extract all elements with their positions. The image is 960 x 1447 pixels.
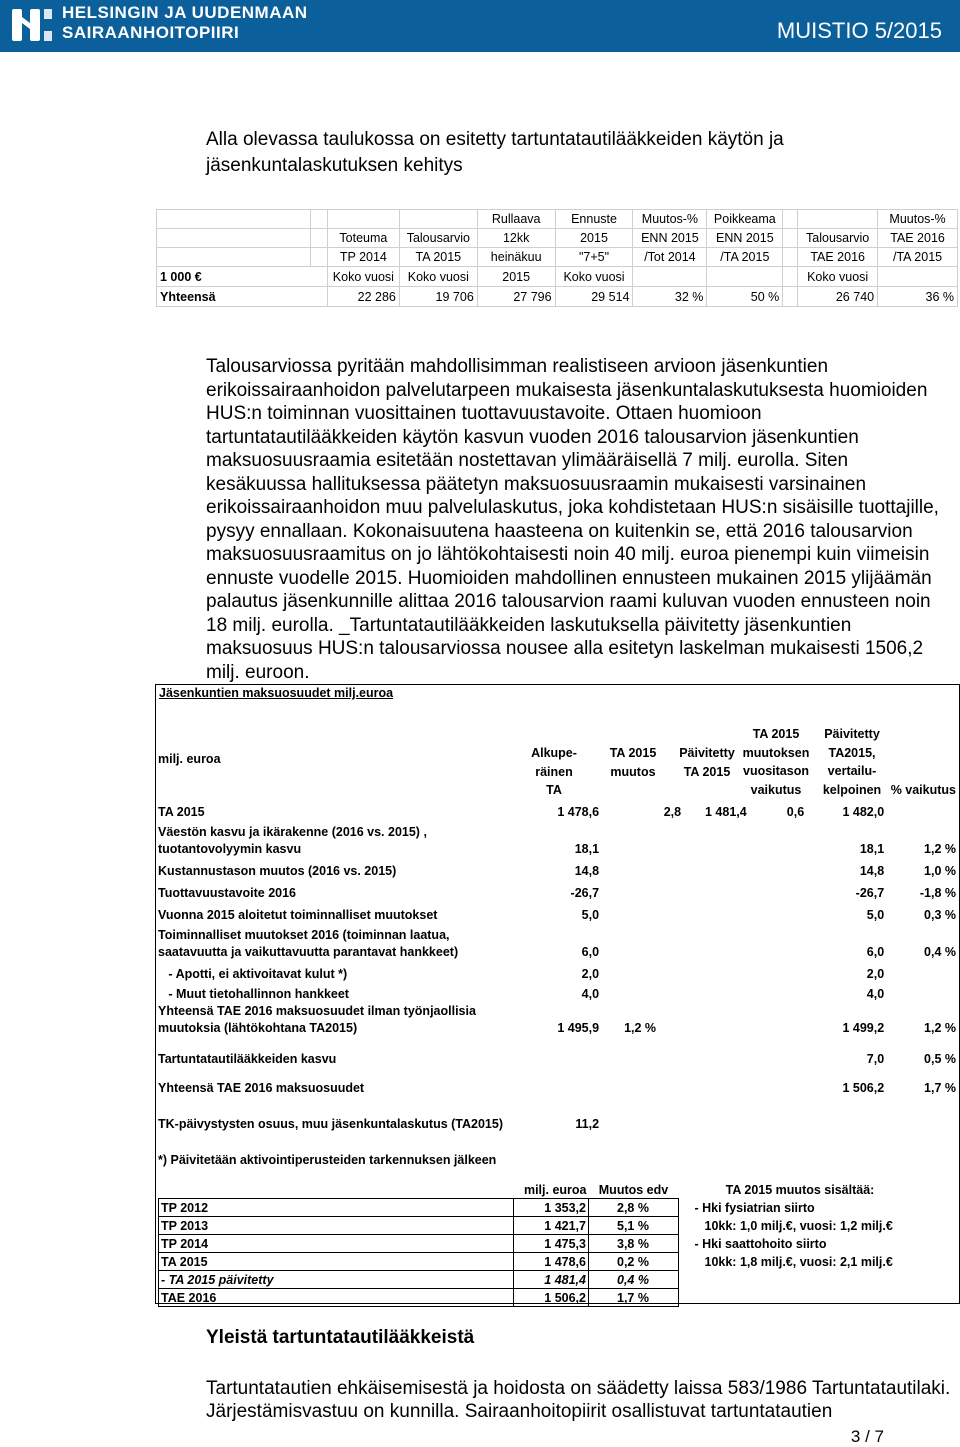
unit-cell <box>633 267 707 287</box>
history-label: TP 2013 <box>159 1217 514 1235</box>
summary-header-cell: TAE 2016 <box>798 248 878 267</box>
tail-paragraph: Tartuntatautien ehkäisemisestä ja hoidosta on säädetty laissa 583/1986 Tartuntatautilaki. Järjestämisvastuu on kunnilla. Sairaanhoitopiirit osallistuvat tartuntatautien <box>206 1378 951 1422</box>
summary-header-cell: "7+5" <box>555 248 633 267</box>
history-change: 0,2 % <box>589 1253 679 1271</box>
history-note: - Hki fysiatrian siirto <box>694 1200 815 1215</box>
footnote: *) Päivitetään aktivointiperusteiden tarkennuksen jälkeen <box>158 1153 497 1167</box>
history-label: TAE 2016 <box>159 1289 514 1307</box>
history-label: TA 2015 <box>159 1253 514 1271</box>
table-row <box>158 924 956 944</box>
cell: 5,0 <box>581 908 600 922</box>
history-row <box>159 1235 908 1253</box>
row-label: - Apotti, ei aktivoitavat kulut *) <box>158 967 348 981</box>
table-row <box>158 983 956 1003</box>
col-header-ta-change: TA 2015 muutos <box>609 746 657 779</box>
cell: 1,2 % <box>924 1021 956 1035</box>
total-cell: 19 706 <box>399 287 477 307</box>
row-label: muutoksia (lähtökohtana TA2015) <box>158 1021 358 1035</box>
row-label: Väestön kasvu ja ikärakenne (2016 vs. 2015) , <box>158 825 427 839</box>
col-header-original-ta: Alkupe- räinen TA <box>531 746 577 797</box>
history-col-header: TA 2015 muutos sisältää: <box>725 1182 875 1197</box>
history-row <box>159 1271 908 1289</box>
cell: 1 482,0 <box>842 805 885 819</box>
cell: 6,0 <box>866 945 885 959</box>
body-paragraph <box>206 355 952 684</box>
history-label: - TA 2015 päivitetty <box>159 1271 514 1289</box>
row-label: Kustannustason muutos (2016 vs. 2015) <box>158 864 397 878</box>
summary-header-cell: TAE 2016 <box>878 229 958 248</box>
row-label: tuotantovolyymin kasvu <box>158 842 302 856</box>
cell: 14,8 <box>574 864 600 878</box>
unit-cell: Koko vuosi <box>327 267 399 287</box>
history-col-header: Muutos edv <box>598 1182 669 1197</box>
cell: 1 499,2 <box>842 1021 885 1035</box>
history-table <box>158 1181 908 1307</box>
table-row <box>158 944 956 961</box>
table-row <box>158 961 956 983</box>
summary-header-cell: Muutos-% <box>878 210 958 229</box>
history-col-header: milj. euroa <box>523 1182 587 1197</box>
history-note: 10kk: 1,8 milj.€, vuosi: 2,1 milj.€ <box>704 1254 893 1269</box>
table-row <box>158 1097 956 1133</box>
history-value: 1 478,6 <box>514 1253 589 1271</box>
history-change: 1,7 % <box>589 1289 679 1307</box>
unit-cell: Koko vuosi <box>798 267 878 287</box>
history-change: 5,1 % <box>589 1217 679 1235</box>
cell <box>884 801 956 821</box>
col-header-comparable: Päivitetty TA2015, vertailu- kelpoinen <box>822 727 882 797</box>
row-label: Tuottavuustavoite 2016 <box>158 886 297 900</box>
table-row <box>158 858 956 880</box>
summary-header-cell: Rullaava <box>477 210 555 229</box>
cell: 1 478,6 <box>557 805 600 819</box>
cell: 18,1 <box>859 842 885 856</box>
total-cell: 22 286 <box>327 287 399 307</box>
total-cell: 26 740 <box>798 287 878 307</box>
row-label: Tartuntatautilääkkeiden kasvu <box>158 1052 337 1066</box>
cell: 1 506,2 <box>842 1081 885 1095</box>
history-value: 1 481,4 <box>514 1271 589 1289</box>
total-cell: 50 % <box>707 287 783 307</box>
table-row <box>158 902 956 924</box>
history-header-row <box>159 1181 908 1199</box>
summary-header-cell: /TA 2015 <box>707 248 783 267</box>
total-cell: 27 796 <box>477 287 555 307</box>
col-header-pct-effect: % vaikutus <box>890 783 956 797</box>
history-note: 10kk: 1,0 milj.€, vuosi: 1,2 milj.€ <box>704 1218 893 1233</box>
table-row <box>158 880 956 902</box>
cell: 1,2 % <box>624 1021 657 1035</box>
history-row <box>159 1289 908 1307</box>
cell: 0,4 % <box>924 945 956 959</box>
cell: 1 481,4 <box>705 805 747 819</box>
cell: 0,3 % <box>924 908 956 922</box>
history-change: 0,4 % <box>589 1271 679 1289</box>
cell: 0,6 <box>786 805 805 819</box>
intro-text: Alla olevassa taulukossa on esitetty tartuntatautilääkkeiden käytön ja jäsenkuntalaskutuksen kehitys <box>206 129 784 176</box>
total-cell: 32 % <box>633 287 707 307</box>
cell: 2,8 <box>663 805 682 819</box>
cell: 6,0 <box>581 945 600 959</box>
cell: -26,7 <box>570 886 600 900</box>
summary-header-cell: /Tot 2014 <box>633 248 707 267</box>
row-label: Toiminnalliset muutokset 2016 (toiminnan laatua, <box>158 928 450 942</box>
unit-header: milj. euroa <box>158 752 221 766</box>
total-cell: 36 % <box>878 287 958 307</box>
summary-header-cell: heinäkuu <box>477 248 555 267</box>
summary-header-row-3 <box>157 248 958 267</box>
unit-label: 1 000 € <box>157 267 328 287</box>
summary-header-cell: ENN 2015 <box>633 229 707 248</box>
history-value: 1 353,2 <box>514 1199 589 1217</box>
members-box-title: Jäsenkuntien maksuosuudet milj.euroa <box>159 686 394 700</box>
summary-header-cell: TA 2015 <box>399 248 477 267</box>
summary-header-row-1 <box>157 210 958 229</box>
summary-header-cell: Talousarvio <box>399 229 477 248</box>
summary-header-row-2 <box>157 229 958 248</box>
hus-logo-icon <box>8 5 56 45</box>
cell: 0,5 % <box>924 1052 956 1066</box>
total-label: Yhteensä <box>157 287 328 307</box>
summary-header-cell: Poikkeama <box>707 210 783 229</box>
summary-header-cell: Ennuste <box>555 210 633 229</box>
row-label: TA 2015 <box>158 805 205 819</box>
history-label: TP 2014 <box>159 1235 514 1253</box>
org-name-line-1: HELSINGIN JA UUDENMAAN <box>62 3 308 22</box>
history-value: 1 421,7 <box>514 1217 589 1235</box>
cell: 2,0 <box>866 967 885 981</box>
history-change: 3,8 % <box>589 1235 679 1253</box>
summary-total-row <box>157 287 958 307</box>
history-note: - Hki saattohoito siirto <box>694 1236 827 1251</box>
table-row <box>158 1020 956 1037</box>
tk-label: TK-päivystysten osuus, muu jäsenkuntalaskutus (TA2015) <box>158 1117 504 1131</box>
summary-header-cell: Muutos-% <box>633 210 707 229</box>
row-label: - Muut tietohallinnon hankkeet <box>158 987 349 1001</box>
summary-header-cell: Toteuma <box>327 229 399 248</box>
cell: 7,0 <box>866 1052 885 1066</box>
summary-table <box>156 209 958 307</box>
row-label: Yhteensä TAE 2016 maksuosuudet <box>158 1081 365 1095</box>
cell: 2,0 <box>581 967 600 981</box>
cell: 5,0 <box>866 908 885 922</box>
summary-header-cell: 2015 <box>555 229 633 248</box>
document-title: MUISTIO 5/2015 <box>776 18 942 43</box>
cell: 1 495,9 <box>557 1021 600 1035</box>
paragraph-text: Talousarviossa pyritään mahdollisimman realistiseen arvioon jäsenkuntien erikoissairaanhoidon palvelutarpeen mukaisesta jäsenkuntalaskutuksesta huomioiden HUS:n toiminnan vuosittainen tuottavuustavoite. Ottaen huomioon tartuntatautilääkkeiden käytön kasvun vuoden 2016 talousarvion jäsenkuntien maksuosuusraamia esitetään nostettavan ylimääräisellä 7 milj. eurolla. Siten kesäkuussa hallituksessa päätetyn maksuosuusraamin mukaisesti varsinainen erikoissairaanhoidon muu palvelulaskutus, joka kohdistetaan HUS:n sisäisille tuottajille, pysyy ennallaan. Kokonaisuutena haasteena on kuitenkin se, että 2016 talousarvion maksuosuusraamitus on jo lähtökohtaisesti noin 40 milj. euroa pienempi kuin viimeisin ennuste vuodelle 2015. Huomioiden mahdollinen ennusteen mukainen 2015 ylijäämän palautus jäsenkunnille alittaa 2016 talousarvion raami kuluvan vuoden ennusteen noin 18 milj. eurolla. _Tartuntatautilääkkeiden laskutuksella päivitetty jäsenkuntien maksuosuus HUS:n talousarviossa nousee alla esitetyn laskelman mukaisesti 1506,2 milj. euroon. <box>206 356 939 683</box>
total-cell: 29 514 <box>555 287 633 307</box>
section-title: Yleistä tartuntatautilääkkeistä <box>206 1327 475 1348</box>
table-row <box>158 1133 956 1169</box>
tk-value: 11,2 <box>575 1117 600 1131</box>
organization-name <box>62 3 308 43</box>
cell: 14,8 <box>859 864 885 878</box>
summary-header-cell: 12kk <box>477 229 555 248</box>
unit-cell <box>707 267 783 287</box>
col-header-annual-effect: TA 2015 muutoksen vuositason vaikutus <box>742 727 810 797</box>
table-row <box>158 821 956 841</box>
unit-cell: Koko vuosi <box>399 267 477 287</box>
table-row <box>158 1068 956 1097</box>
document-header <box>0 0 960 52</box>
unit-cell <box>878 267 958 287</box>
cell: 4,0 <box>581 987 600 1001</box>
row-label: Vuonna 2015 aloitetut toiminnalliset muutokset <box>158 908 438 922</box>
cell: 1,0 % <box>924 864 956 878</box>
row-label: saatavuutta ja vaikuttavuutta parantavat hankkeet) <box>158 945 459 959</box>
summary-header-cell: ENN 2015 <box>707 229 783 248</box>
history-row <box>159 1217 908 1235</box>
unit-cell: 2015 <box>477 267 555 287</box>
table-row <box>158 801 956 821</box>
history-change: 2,8 % <box>589 1199 679 1217</box>
cell: 4,0 <box>866 987 885 1001</box>
table-row <box>158 1037 956 1068</box>
summary-unit-row <box>157 267 958 287</box>
summary-header-cell: /TA 2015 <box>878 248 958 267</box>
table-row <box>158 1003 956 1020</box>
org-name-line-2: SAIRAANHOITOPIIRI <box>62 23 240 42</box>
history-value: 1 475,3 <box>514 1235 589 1253</box>
col-header-updated-ta: Päivitetty TA 2015 <box>679 746 735 779</box>
page-number: 3 / 7 <box>850 1427 884 1446</box>
unit-cell: Koko vuosi <box>555 267 633 287</box>
row-label: Yhteensä TAE 2016 maksuosuudet ilman työnjaollisia <box>158 1004 476 1018</box>
summary-header-cell: Talousarvio <box>798 229 878 248</box>
history-label: TP 2012 <box>159 1199 514 1217</box>
summary-header-cell: TP 2014 <box>327 248 399 267</box>
cell: -1,8 % <box>919 886 956 900</box>
cell: 18,1 <box>574 842 600 856</box>
cell: 1,7 % <box>924 1081 956 1095</box>
members-table <box>158 801 956 1169</box>
history-row <box>159 1253 908 1271</box>
history-value: 1 506,2 <box>514 1289 589 1307</box>
cell: 1,2 % <box>924 842 956 856</box>
table-row <box>158 841 956 858</box>
history-row <box>159 1199 908 1217</box>
cell: -26,7 <box>855 886 885 900</box>
